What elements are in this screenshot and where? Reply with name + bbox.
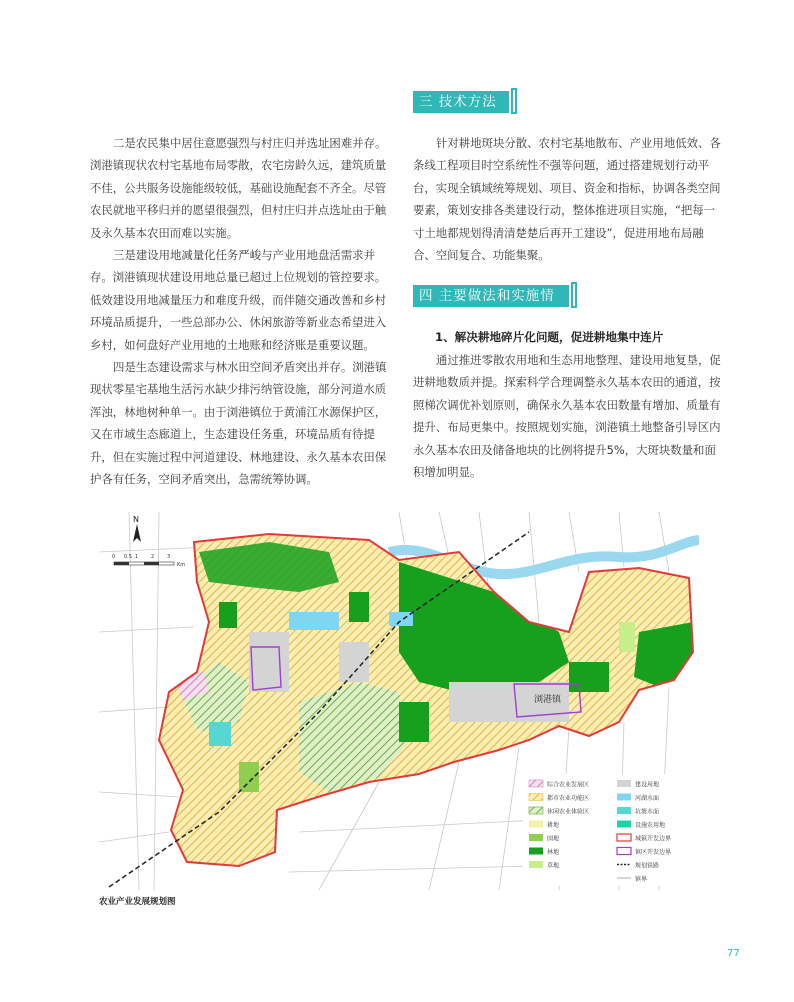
legend-label: 休闲农业体验区: [547, 808, 590, 816]
legend-label: 镇界: [635, 876, 648, 883]
subsection-title: 1、解决耕地碎片化问题，促进耕地集中连片: [435, 330, 664, 344]
svg-text:2: 2: [151, 554, 155, 560]
legend-label: 园地: [547, 835, 560, 843]
legend-label: 坑塘水面: [635, 808, 660, 816]
legend-swatch: [617, 848, 631, 855]
legend-swatch: [529, 861, 543, 868]
heading-bar-icon: [511, 88, 517, 114]
paragraph-rural-housing: 二是农民集中居住意愿强烈与村庄归并选址困难并存。浏港镇现状农村宅基地布局零散，农宅房龄久远，建筑质量不佳，公共服务设施能级较低，基础设施配套不齐全。尽管农民就地平移归并的愿望很强烈，但村庄归并点选址由于触及永久基本农田而难以实施。: [90, 136, 387, 240]
svg-text:Km: Km: [177, 562, 186, 568]
legend-swatch: [617, 780, 631, 787]
legend-swatch: [529, 848, 543, 855]
agriculture-plan-map: [99, 512, 699, 890]
heading-bar-icon: [571, 282, 577, 308]
legend-swatch: [617, 807, 631, 814]
legend-label: 镇区开发边界: [635, 849, 672, 856]
legend-label: 规划铁路: [635, 862, 660, 870]
legend-label: 设施农用地: [635, 822, 666, 829]
legend-swatch: [529, 780, 543, 787]
legend-label: 草地: [547, 862, 560, 870]
svg-text:1: 1: [135, 554, 139, 560]
page-number: 77: [727, 948, 740, 959]
paragraph-construction-land: 三是建设用地减量化任务严峻与产业用地盘活需求并存。浏港镇现状建设用地总量已超过上位规划的管控要求。低效建设用地减量压力和难度升级，而伴随交通改善和乡村环境品质提升，一些总部办公、休闲旅游等新业态希望进入乡村，如何盘好产业用地的土地账和经济账是重要议题。: [90, 248, 387, 352]
svg-text:0.5: 0.5: [124, 554, 132, 560]
legend-label: 河湖水面: [635, 795, 660, 802]
paragraph-farmland-consolidation: 通过推进零散农用地和生态用地整理、建设用地复垦，促进耕地数质并提。探索科学合理调整永久基本农田的通道，按照梯次调优补划原则，确保永久基本农田数量有增加、质量有提升、布局更集中。按照规划实施，浏港镇土地整备引导区内永久基本农田及储备地块的比例将提升5%，大斑块数量和面积增加明显。: [413, 353, 721, 480]
legend-label: 都市农业功能区: [547, 795, 590, 802]
legend-label: 综合农业发展区: [547, 781, 590, 789]
legend-label: 林地: [547, 849, 560, 856]
legend-swatch: [529, 834, 543, 841]
svg-text:3: 3: [167, 554, 171, 560]
place-label: 浏港镇: [534, 695, 562, 705]
legend-label: 耕地: [547, 822, 560, 829]
legend-swatch: [529, 821, 543, 828]
paragraph-technical-method: 针对耕地斑块分散、农村宅基地散布、产业用地低效、各条线工程项目时空系统性不强等问题，通过搭建规划行动平台，实现全镇域统筹规划、项目、资金和指标，协调各类空间要素，策划安排各类建设行动，整体推进项目实施，“把每一寸土地都规划得清清楚楚后再开工建设”，促进用地布局融合、空间复合、功能集聚。: [413, 136, 721, 263]
legend-swatch: [529, 807, 543, 814]
legend-label: 建设用地: [635, 781, 660, 789]
svg-text:0: 0: [112, 554, 116, 560]
scale-bar: [112, 554, 185, 568]
legend-swatch: [617, 834, 631, 841]
legend-swatch: [529, 794, 543, 801]
legend-label: 城镇开发边界: [635, 835, 672, 843]
paragraph-ecology: 四是生态建设需求与林水田空间矛盾突出并存。浏港镇现状零星宅基地生活污水缺少排污纳管设施，部分河道水质浑浊，林地树种单一。由于浏港镇位于黄浦江水源保护区，又在市域生态廊道上，生态建设任务重，环境品质有待提升，但在实施过程中河道建设、林地建设、永久基本农田保护各有任务，空间矛盾突出，急需统筹协调。: [90, 360, 387, 487]
legend-swatch: [617, 794, 631, 801]
svg-text:N: N: [133, 515, 139, 524]
section3-heading: 三 技术方法: [413, 91, 509, 113]
legend-swatch: [617, 821, 631, 828]
map-caption: 农业产业发展规划图: [99, 897, 176, 907]
section4-heading: 四 主要做法和实施情况: [413, 285, 569, 307]
map-legend: [523, 774, 699, 886]
north-arrow-icon: [133, 515, 141, 542]
